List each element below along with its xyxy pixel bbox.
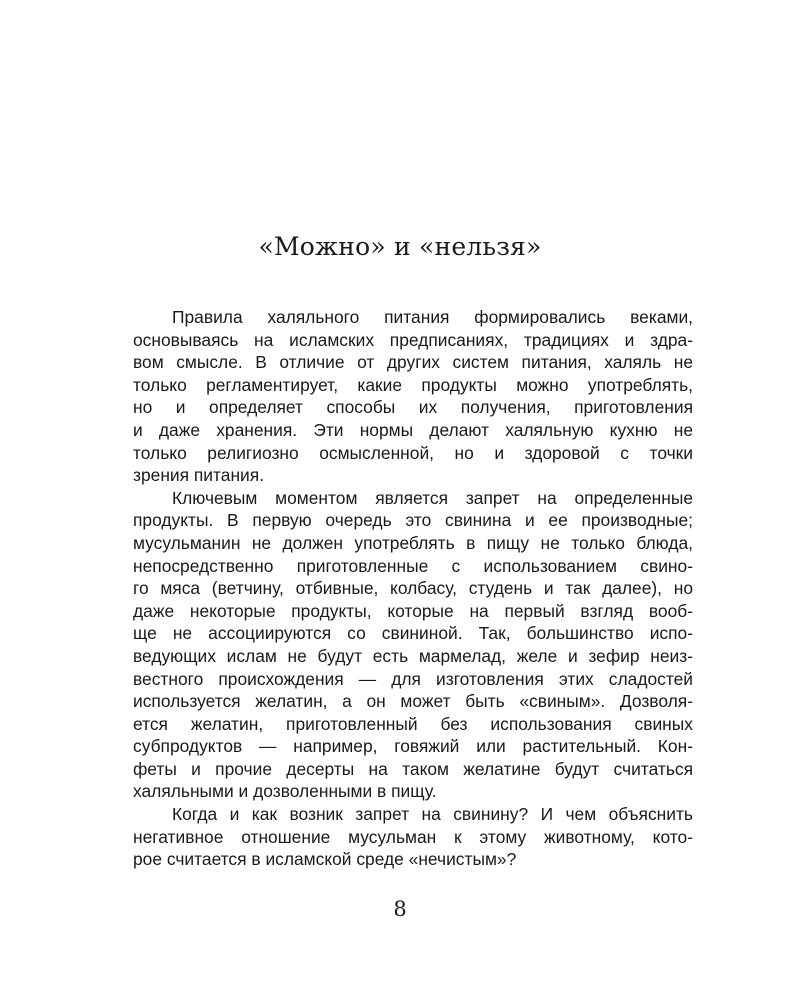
text-line: вестного происхождения — для изготовления этих сладостей xyxy=(133,668,693,689)
text-line: непосредственно приготовленные с использованием свино- xyxy=(133,555,693,576)
text-line: но и определяет способы их получения, приготовления xyxy=(133,397,693,418)
text-line: зрения питания. xyxy=(133,465,265,486)
text-line: вом смысле. В отличие от других систем питания, халяль не xyxy=(133,352,693,373)
text-line: Правила халяльного питания формировались веками, xyxy=(172,307,693,327)
text-line: субпродуктов — например, говяжий или растительный. Кон- xyxy=(133,736,693,757)
text-line: только религиозно осмысленной, но и здоровой с точки xyxy=(133,442,693,463)
text-line: рое считается в исламской среде «нечистым»? xyxy=(133,849,517,870)
chapter-title: «Можно» и «нельзя» xyxy=(258,232,542,261)
paragraph xyxy=(133,487,693,803)
text-line: ще не ассоциируются со свининой. Так, большинство испо- xyxy=(133,623,693,644)
text-line: халяльными и дозволенными в пищу. xyxy=(133,781,437,802)
text-line: феты и прочие десерты на таком желатине будут считаться xyxy=(133,758,693,779)
body-text xyxy=(133,306,693,871)
text-line: негативное отношение мусульман к этому животному, кото- xyxy=(133,826,693,847)
text-line: даже некоторые продукты, которые на первый взгляд вооб- xyxy=(133,600,693,621)
paragraph xyxy=(133,803,693,871)
text-line: Ключевым моментом является запрет на определенные xyxy=(172,487,693,508)
text-line: продукты. В первую очередь это свинина и ее производные; xyxy=(133,510,693,531)
text-line: го мяса (ветчину, отбивные, колбасу, студень и так далее), но xyxy=(133,578,693,599)
paragraph xyxy=(133,306,693,487)
text-line: ется желатин, приготовленный без использования свиных xyxy=(133,713,693,734)
text-line: используется желатин, а он может быть «свиным». Дозволя- xyxy=(133,691,693,712)
page-number: 8 xyxy=(393,897,407,921)
text-line: мусульманин не должен употреблять в пищу не только блюда, xyxy=(133,532,693,553)
text-line: основываясь на исламских предписаниях, традициях и здра- xyxy=(133,329,693,350)
text-line: только регламентирует, какие продукты можно употреблять, xyxy=(133,374,693,395)
text-line: ведующих ислам не будут есть мармелад, желе и зефир неиз- xyxy=(133,645,693,666)
text-line: и даже хранения. Эти нормы делают халяльную кухню не xyxy=(133,419,693,440)
text-line: Когда и как возник запрет на свинину? И чем объяснить xyxy=(172,804,693,825)
